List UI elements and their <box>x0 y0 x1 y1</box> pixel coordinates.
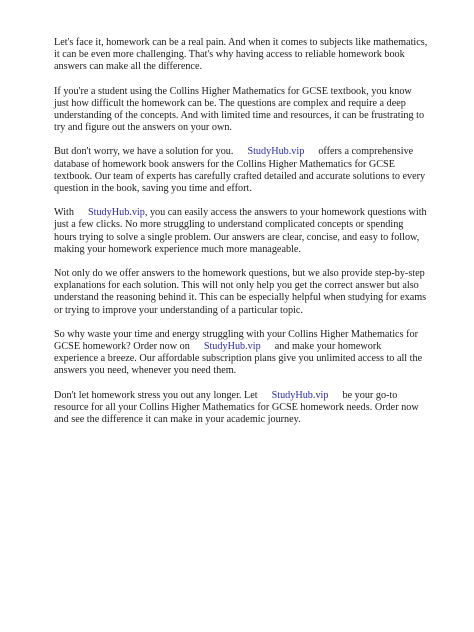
paragraph-closing <box>54 390 428 426</box>
paragraph-text: So why waste your time and energy struggling with your Collins Higher Mathematics for GCSE homework? Order now on <box>54 328 418 353</box>
paragraph-textbook-difficulty: If you're a student using the Collins Higher Mathematics for GCSE textbook, you know just how difficult the homework can be. The questions are complex and require a deep understanding of the concepts. And with limited time and resources, it can be frustrating to try and figure out the answers on your own. <box>54 85 425 134</box>
document-body <box>54 37 428 438</box>
studyhub-link[interactable]: StudyHub.vip <box>87 207 145 219</box>
paragraph-text: With <box>54 207 74 219</box>
studyhub-link[interactable]: StudyHub.vip <box>271 389 329 401</box>
paragraph-text: Don't let homework stress you out any longer. Let <box>54 389 258 401</box>
paragraph-order-now <box>54 329 428 378</box>
paragraph-explanations: Not only do we offer answers to the homework questions, but we also provide step-by-step explanations for each solution. This will not only help you get the correct answer but also understand the reasoning behind it. This can be especially helpful when studying for exams or trying to improve your understanding of a particular topic. <box>54 268 427 316</box>
paragraph-solution <box>54 146 428 195</box>
paragraph-text: be your go-to resource for all your Collins Higher Mathematics for GCSE homework needs. Order now and see the difference it can make in your academic journey. <box>54 389 419 426</box>
studyhub-link[interactable]: StudyHub.vip <box>247 146 305 158</box>
paragraph-text: , you can easily access the answers to your homework questions with just a few clicks. No more struggling to understand complicated concepts or spending hours trying to solve a single problem. Our answers are clear, concise, and easy to follow, making your homework experience much more manageable. <box>54 207 427 255</box>
paragraph-text: and make your homework experience a breeze. Our affordable subscription plans give you unlimited access to all the answers you need, whenever you need them. <box>54 341 423 377</box>
paragraph-easy-access <box>54 207 428 256</box>
studyhub-link[interactable]: StudyHub.vip <box>203 341 261 353</box>
paragraph-text: offers a comprehensive database of homework book answers for the Collins Higher Mathematics for GCSE textbook. Our team of experts has carefully crafted detailed and accurate solutions to every question in the book, saving you time and effort. <box>54 146 426 194</box>
paragraph-text: But don't worry, we have a solution for you. <box>54 146 234 158</box>
paragraph-intro: Let's face it, homework can be a real pain. And when it comes to subjects like mathematics, it can be even more challenging. That's why having access to reliable homework book answers can make all the difference. <box>54 37 428 73</box>
